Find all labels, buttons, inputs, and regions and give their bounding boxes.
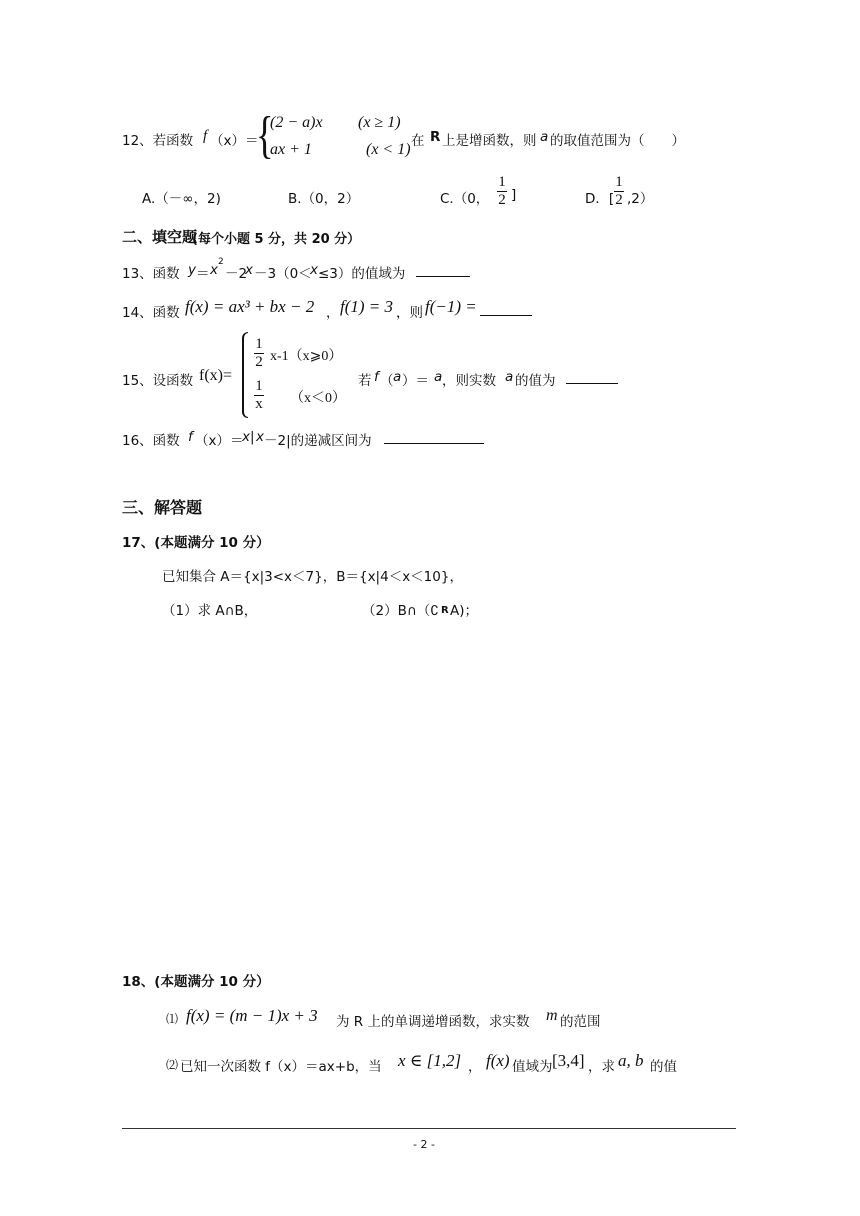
q18-p1-text: 为 R 上的单调递增函数，求实数 <box>336 1014 530 1030</box>
frac-numerator: 1 <box>255 378 263 394</box>
q12-piece1-cond: (x ≥ 1) <box>358 114 401 131</box>
q15-piece2-cond: （x＜0） <box>290 391 346 406</box>
q12-tail-R: R <box>430 129 441 145</box>
q18-p1-mark: ⑴ <box>166 1012 179 1026</box>
q15-fname: f(x)= <box>199 367 233 384</box>
q15-answer-blank[interactable] <box>566 383 618 384</box>
q17-heading: 17、(本题满分 10 分） <box>122 535 270 551</box>
q17-line1: 已知集合 A＝{x|3<x＜7}，B＝{x|4＜x＜10}， <box>162 569 463 585</box>
q12-tail-a: 在 <box>411 133 425 149</box>
q13-eq: ＝ <box>196 266 210 282</box>
q15-tail-d: ，则实数 <box>442 373 496 389</box>
q12-option-c-pre: C.（0， <box>440 191 490 207</box>
q14-then: ，则 <box>396 305 423 321</box>
q13-text-d: ≤3）的值域为 <box>318 266 406 282</box>
q12-brace: { <box>256 107 274 164</box>
section3-title: 三、解答题 <box>122 498 203 517</box>
q15-tail-a3: a <box>434 369 443 385</box>
q15-tail-a4: a <box>505 369 514 385</box>
q12-tail-b: 上是增函数，则 <box>442 133 537 149</box>
page-number: - 2 - <box>413 1138 435 1151</box>
q16-x1: x <box>242 429 250 445</box>
q12-option-d-post: ,2） <box>627 191 654 207</box>
q16-answer-blank[interactable] <box>384 443 484 444</box>
q12-tail-c: 的取值范围为（ ） <box>550 133 685 149</box>
q18-p1-formula: f(x) = (m − 1)x + 3 <box>186 1006 318 1025</box>
frac-numerator: 1 <box>498 174 506 190</box>
q12-option-a: A.（－∞，2) <box>142 191 221 207</box>
q12-f: f <box>203 128 208 144</box>
frac-denominator: 2 <box>498 192 506 208</box>
q12-tail-var: a <box>540 129 549 145</box>
q15-tail-a: 若 <box>358 373 372 389</box>
footer-rule <box>122 1128 736 1129</box>
q12-number: 12、若函数 <box>122 133 194 149</box>
q15-tail-b: （ <box>380 373 394 389</box>
section2-note: (每个小题 5 分，共 20 分） <box>192 232 361 247</box>
q13-y: y <box>188 262 196 278</box>
q13-text-b: －2 <box>225 266 248 282</box>
q15-piece2-frac <box>254 378 264 413</box>
q15-prefix: 15、设函数 <box>122 373 194 389</box>
q12-piece2-cond: (x < 1) <box>366 141 411 158</box>
q15-tail-e: 的值为 <box>515 373 556 389</box>
q15-brace <box>242 332 248 418</box>
q17-part1: （1）求 A∩B， <box>162 603 258 619</box>
q15-tail-a2: a <box>393 369 402 385</box>
q18-p2-fx: f(x) <box>486 1051 510 1070</box>
q18-p1-var: m <box>546 1007 558 1024</box>
q15-tail-f: f <box>374 369 379 385</box>
q18-p2-text-c: ，求 <box>588 1059 615 1075</box>
q13-x3: x <box>245 262 253 278</box>
q12-option-c-post: ] <box>511 187 517 203</box>
q12-option-c-frac <box>497 174 507 209</box>
frac-denominator: x <box>255 396 263 412</box>
q15-tail-c: ）＝ <box>402 373 429 389</box>
q12-piece2-expr: ax + 1 <box>270 141 312 158</box>
q12-option-d-pre: D．[ <box>585 191 615 207</box>
q16-text-d: －2|的递减区间为 <box>264 433 372 449</box>
q13-answer-blank[interactable] <box>416 276 470 277</box>
q15-piece1-frac <box>254 336 264 371</box>
q12-option-b: B.（0，2） <box>288 191 360 207</box>
q18-p2-range: [3,4] <box>552 1051 585 1070</box>
q17-part2-sub: R <box>441 605 449 616</box>
q18-p2-text-a: 已知一次函数 f（x）＝ax+b，当 <box>180 1059 382 1075</box>
q18-p2-text-d: 的值 <box>650 1059 677 1075</box>
q17-part2-b: A)； <box>450 603 479 619</box>
q18-heading: 18、(本题满分 10 分） <box>122 974 270 990</box>
q18-p2-sep: ， <box>468 1059 482 1075</box>
q13-x2: x <box>210 262 218 278</box>
frac-denominator: 2 <box>255 354 263 370</box>
section2-title: 二、填空题 <box>122 228 198 246</box>
q16-x2: x <box>256 429 264 445</box>
frac-numerator: 1 <box>255 336 263 352</box>
q13-text-a: 13、函数 <box>122 266 180 282</box>
q18-p2-mark: ⑵ <box>166 1058 179 1072</box>
q12-fx: （x）＝ <box>210 133 259 149</box>
q18-p2-cond: x ∈ [1,2] <box>398 1051 462 1070</box>
q15-piece1-rest: x-1（x⩾0） <box>270 349 343 364</box>
q18-p2-vars: a, b <box>618 1051 644 1070</box>
q17-answer-space[interactable] <box>122 625 736 955</box>
q16-f: f <box>188 429 193 445</box>
q12-piece1-expr: (2 − a)x <box>270 114 323 131</box>
q13-text-c: －3（0＜ <box>254 266 312 282</box>
frac-numerator: 1 <box>615 174 623 190</box>
q13-x4: x <box>310 262 318 278</box>
q16-text-c: | <box>250 429 255 445</box>
q16-text-a: 16、函数 <box>122 433 180 449</box>
q16-text-b: （x）＝ <box>195 433 244 449</box>
q17-part2-a: （2）B∩（∁ <box>362 603 439 619</box>
q14-target: f(−1) = <box>425 297 477 316</box>
q14-formula: f(x) = ax³ + bx − 2 <box>185 297 315 316</box>
q14-answer-blank[interactable] <box>480 315 532 316</box>
q18-p1-tail: 的范围 <box>560 1014 601 1030</box>
q13-sup: 2 <box>218 257 224 267</box>
frac-denominator: 2 <box>615 192 623 208</box>
q18-p2-text-b: 值域为 <box>512 1059 553 1075</box>
q14-given: f(1) = 3 <box>340 297 394 316</box>
q14-prefix: 14、函数 <box>122 305 180 321</box>
q14-sep: ， <box>326 305 340 321</box>
q12-option-d-frac <box>614 174 624 209</box>
